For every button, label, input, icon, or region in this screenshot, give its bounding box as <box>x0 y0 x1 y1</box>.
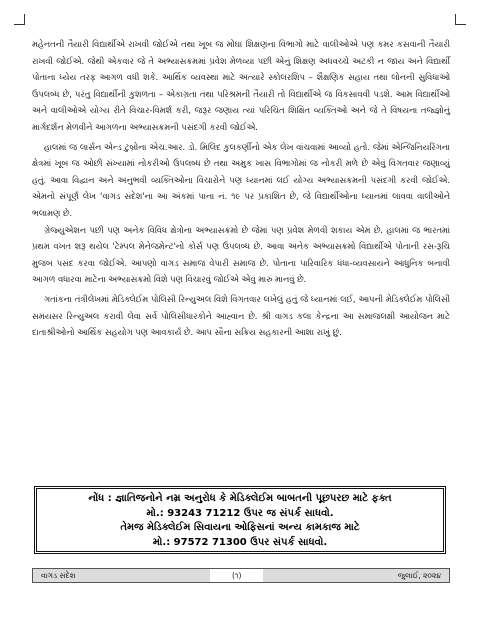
crop-mark-top-right <box>455 14 466 25</box>
footer-magazine-name: વાગડ સંદેશ <box>41 570 76 580</box>
page-footer <box>32 568 450 583</box>
crop-mark-top-left <box>14 14 25 25</box>
notice-line: તેમજ મેડિક્લેઈમ સિવાયના ઓફિસનાં અન્ય કામકાજ માટે <box>120 522 360 533</box>
notice-phone-line: મો.: 93243 71212 ઉપર જ સંપર્ક સાધવો. <box>146 507 334 519</box>
article-paragraph: ગ્રેજ્યુએશન પછી પણ અનેક વિવિધ ક્ષેત્રોના અભ્યાસક્રમો છે જેમાં પણ પ્રવેશ મેળવી શકાય એમ છે. હાલમાં જ ભારતમાં પ્રથમ વખત શરૂ થયેલ 'ટેમ્પલ મેનેજમેન્ટ'નો કોર્સ પણ ઉપલબ્ધ છે. આવા અનેક અભ્યાસક્રમો વિદ્યાર્થીએ પોતાની રસ-રૂચિ મુજબ પસંદ કરવા જોઈએ. આપણો વાગડ સમાજ વેપારી સમાજ છે. પોતાના પારિવારિક ધંધા-વ્યવસાયને આધુનિક બનાવી આગળ વધારવા માટેના અભ્યાસક્રમો વિશે પણ વિચારવું જોઈએ એવું મારું માનવું છે. <box>32 224 450 285</box>
article-paragraph: હાલમાં જ લાર્સન એન્ડ ટુબ્રોના એચ.આર. ડો. મિલિંદ કુલકર્ણીનો એક લેખ વાંચવામાં આવ્યો હતો. જેમાં એન્જિનિયરિંગના ક્ષેત્રમાં ખૂબ જ ઓછી સંખ્યામાં નોકરીઓ ઉપલબ્ધ છે તથા અમુક ખાસ વિભાગોમાં જ નોકરી મળે છે એવું વિગતવાર જણાવ્યું હતું. આવા વિદ્વાન અને અનુભવી વ્યક્તિઓના વિચારોને પણ ધ્યાનમાં લઈ યોગ્ય અભ્યાસક્રમની પસંદગી કરવી જોઈએ. એમનો સંપૂર્ણ લેખ 'વાગડ સંદેશ'ના આ અંકમાં પાના નં. ૧૯ પર પ્રકાશિત છે, જે વિદ્યાર્થીઓના ધ્યાનમાં લાવવા વાલીઓને ભલામણ છે. <box>32 141 450 218</box>
article-paragraph: ગતાંકના તંત્રીલેખમાં મેડિક્લેઈમ પોલિસી રિન્યુઅલ વિશે વિગતવાર લખેલું હતું જે ધ્યાનમાં લઈ, આપની મેડિક્લેઈમ પોલિસી સમયસર રિન્યુઅલ કરાવી લેવા સર્વે પોલિસીધારકોને આહ્વાન છે. શ્રી વાગડ કલા કેન્દ્રના આ સમાજલક્ષી આયોજન માટે દાતાશ્રીઓનો આર્થિક સહયોગ પણ આવકાર્ય છે. આપ સૌના સક્રિય સહકારની આશા રાખું છું. <box>32 293 450 338</box>
article-body <box>32 36 450 341</box>
notice-box <box>36 488 444 552</box>
notice-line: નોંધ : જ્ઞાતિજનોને નમ્ર અનુરોધ કે મેડિક્લેઈમ બાબતની પૂછપરછ માટે ફક્ત <box>88 493 392 504</box>
article-paragraph: મહેનતની તૈયારી વિદ્યાર્થીએ રાખવી જોઈએ તથા ખૂબ જ મોંઘા શિક્ષણના વિભાગો માટે વાલીઓએ પણ કમર કસવાની તૈયારી રાખવી જોઈએ. જેથી એકવાર જે તે અભ્યાસક્રમમાં પ્રવેશ મેળવ્યા પછી એનું શિક્ષણ અધવચ્ચે અટકી ન જાય અને વિદ્યાર્થી પોતાના ધ્યેય તરફ આગળ વધી શકે. આર્થિક વ્યવસ્થા માટે અત્યારે સ્કોલરશિપ – શૈક્ષણિક સહાય તથા લોનની સુવિધાઓ ઉપલબ્ધ છે, પરંતુ વિદ્યાર્થીની કુશળતા – એકાગ્રતા તથા પરિશ્રમની તૈયારી તો વિદ્યાર્થીએ જ વિકસાવવી પડશે. આમ વિદ્યાર્થીઓ અને વાલીઓએ યોગ્ય રીતે વિચાર-વિમર્શ કરી, જરૂર જણાય ત્યાં પરિચિત શિક્ષિત વ્યક્તિઓ અને જે તે વિષયના તજ્જ્ઞોનું માર્ગદર્શન મેળવીને આગળના અભ્યાસક્રમની પસંદગી કરવી જોઈએ. <box>32 39 450 132</box>
footer-date: જુલાઈ, ૨૦૨૪ <box>397 570 441 580</box>
footer-page-number: (૧) <box>210 569 264 582</box>
notice-phone-line: મો.: 97572 71300 ઉપર સંપર્ક સાધવો. <box>152 536 328 548</box>
